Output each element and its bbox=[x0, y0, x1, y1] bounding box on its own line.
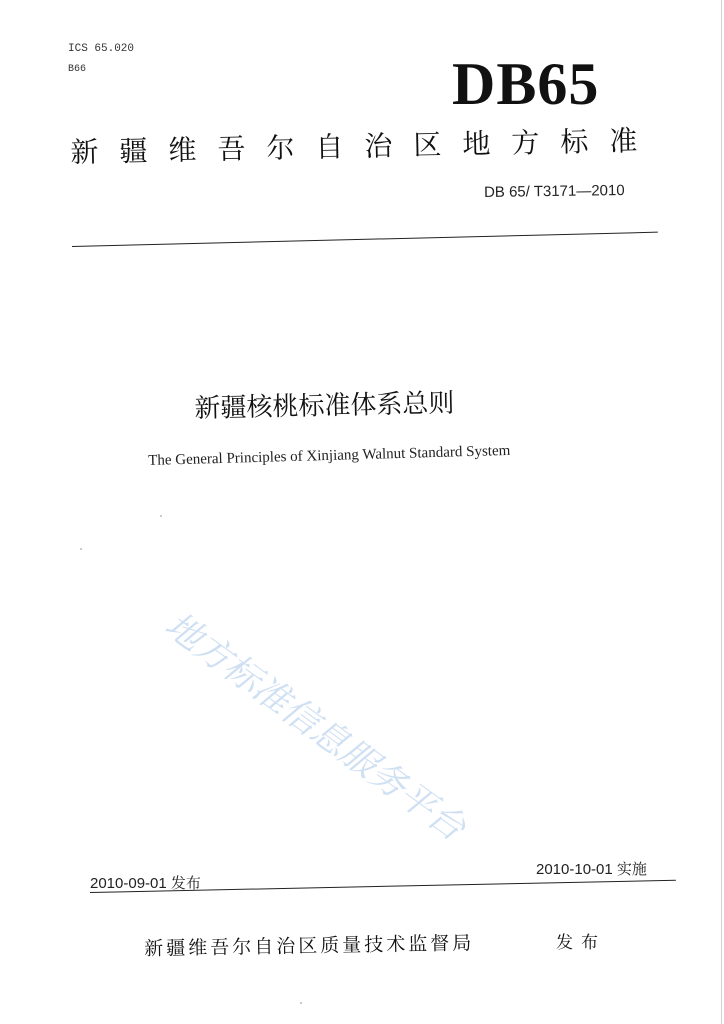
scan-speck bbox=[300, 1002, 302, 1004]
watermark: 地方标准信息服务平台 bbox=[157, 604, 473, 850]
title-english: The General Principles of Xinjiang Walnut Standard System bbox=[148, 442, 511, 469]
document-number: DB 65/ T3171—2010 bbox=[483, 182, 625, 201]
title-chinese: 新疆核桃标准体系总则 bbox=[194, 388, 455, 424]
classification-code: B66 bbox=[68, 64, 87, 75]
issuing-authority: 新疆维吾尔自治区质量技术监督局 bbox=[144, 932, 475, 960]
implement-date: 2010-10-01 实施 bbox=[536, 861, 647, 878]
ics-code: ICS 65.020 bbox=[68, 43, 135, 55]
scan-edge bbox=[721, 0, 722, 1024]
header-divider bbox=[72, 232, 658, 247]
organization-title: 新疆维吾尔自治区地方标准 bbox=[70, 123, 659, 169]
standard-code: DB65 bbox=[452, 51, 600, 117]
issue-label: 发布 bbox=[556, 933, 606, 953]
scan-speck bbox=[80, 548, 82, 550]
scan-speck bbox=[160, 515, 162, 517]
publish-date: 2010-09-01 发布 bbox=[90, 875, 201, 892]
